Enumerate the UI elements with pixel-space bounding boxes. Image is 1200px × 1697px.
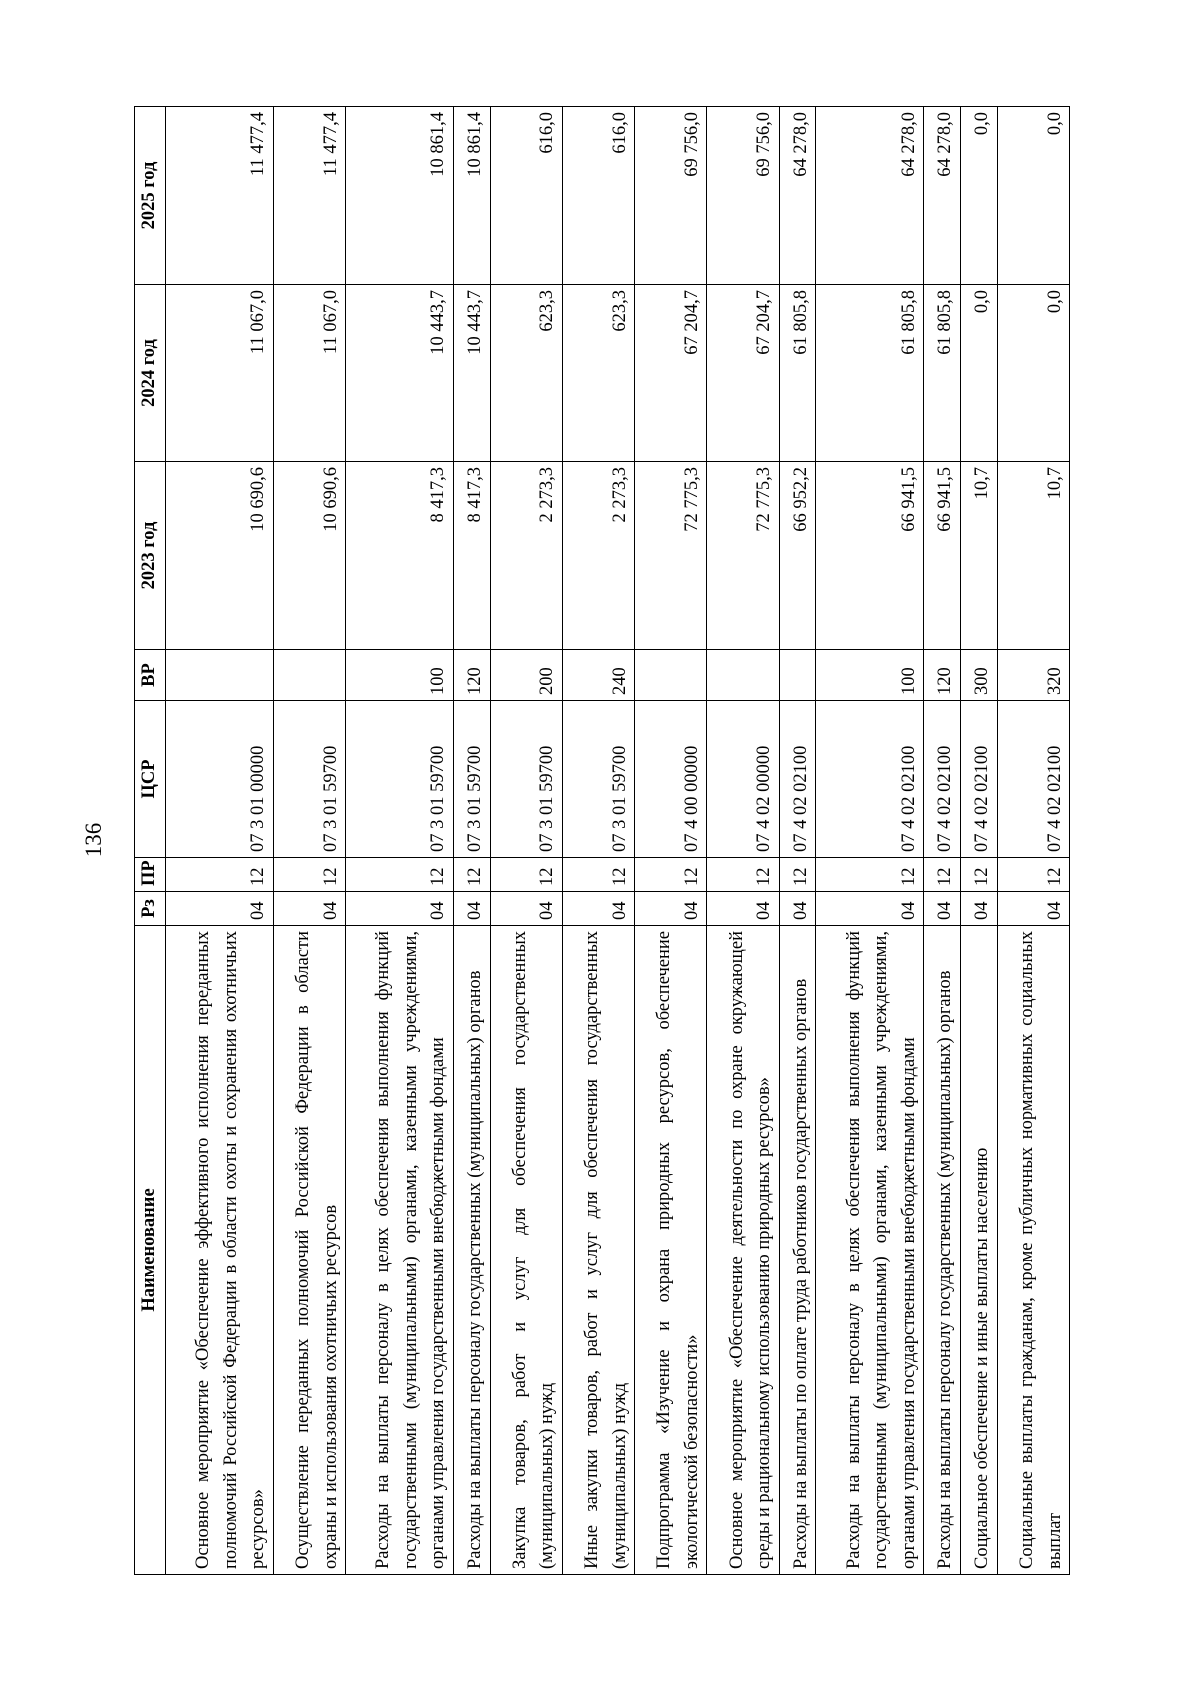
cell-2025: 0,0 [997,107,1069,285]
table-row [960,107,997,1575]
cell-rz: 04 [707,892,779,926]
cell-name: Социальное обеспечение и иные выплаты населению [960,926,997,1575]
header-csr: ЦСР [135,701,166,858]
cell-2025: 69 756,0 [707,107,779,285]
cell-2023: 10,7 [960,462,997,650]
cell-rz: 04 [779,892,816,926]
cell-name: Подпрограмма «Изучение и охрана природных ресурсов, обеспечение экологической безопасности» [635,926,707,1575]
cell-csr: 07 4 02 02100 [816,701,924,858]
cell-2024: 0,0 [997,285,1069,462]
cell-2024: 10 443,7 [346,285,454,462]
header-2025: 2025 год [135,107,166,285]
cell-2024: 11 067,0 [273,285,345,462]
table-row [453,107,490,1575]
cell-rz: 04 [346,892,454,926]
cell-vr [273,650,345,701]
cell-csr: 07 3 01 00000 [166,701,274,858]
table-row [273,107,345,1575]
cell-vr: 200 [490,650,562,701]
header-2024: 2024 год [135,285,166,462]
header-2023: 2023 год [135,462,166,650]
page-number: 136 [81,822,106,858]
cell-name: Расходы на выплаты персоналу государственных (муниципальных) органов [453,926,490,1575]
cell-csr: 07 3 01 59700 [490,701,562,858]
cell-pr: 12 [346,858,454,892]
cell-name: Иные закупки товаров, работ и услуг для обеспечения государственных (муниципальных) нужд [562,926,634,1575]
table-row [635,107,707,1575]
cell-rz: 04 [960,892,997,926]
table-row [166,107,274,1575]
table-row [707,107,779,1575]
cell-2025: 69 756,0 [635,107,707,285]
cell-rz: 04 [166,892,274,926]
cell-pr: 12 [453,858,490,892]
cell-2023: 66 941,5 [816,462,924,650]
cell-2024: 623,3 [490,285,562,462]
cell-2023: 8 417,3 [453,462,490,650]
cell-2025: 10 861,4 [453,107,490,285]
cell-2023: 10 690,6 [166,462,274,650]
cell-2025: 64 278,0 [924,107,961,285]
cell-csr: 07 4 00 00000 [635,701,707,858]
cell-name: Расходы на выплаты персоналу государственных (муниципальных) органов [924,926,961,1575]
cell-vr: 120 [924,650,961,701]
cell-2023: 72 775,3 [707,462,779,650]
cell-2025: 11 477,4 [273,107,345,285]
cell-2024: 67 204,7 [707,285,779,462]
cell-pr: 12 [562,858,634,892]
header-rz: Рз [135,892,166,926]
cell-pr: 12 [273,858,345,892]
header-vr: ВР [135,650,166,701]
cell-2024: 61 805,8 [779,285,816,462]
cell-name: Основное мероприятие «Обеспечение эффективного исполнения переданных полномочий Российской Федерации в области охоты и сохранения охотничьих ресурсов» [166,926,274,1575]
cell-vr: 320 [997,650,1069,701]
cell-2023: 8 417,3 [346,462,454,650]
cell-csr: 07 4 02 02100 [997,701,1069,858]
budget-table [134,106,1070,1575]
cell-2023: 10 690,6 [273,462,345,650]
cell-csr: 07 4 02 02100 [779,701,816,858]
cell-2025: 64 278,0 [779,107,816,285]
table-row [490,107,562,1575]
cell-2023: 2 273,3 [562,462,634,650]
cell-pr: 12 [960,858,997,892]
cell-vr [635,650,707,701]
cell-pr: 12 [635,858,707,892]
cell-vr: 240 [562,650,634,701]
table-row [562,107,634,1575]
cell-2025: 11 477,4 [166,107,274,285]
cell-vr [166,650,274,701]
cell-vr: 300 [960,650,997,701]
cell-pr: 12 [166,858,274,892]
cell-2024: 67 204,7 [635,285,707,462]
rotated-page-content [134,107,1070,1575]
cell-name: Расходы на выплаты персоналу в целях обеспечения выполнения функций государственными (муниципальными) органами, казенными учреждениями, органами управления государственными внебюджетными фондами [346,926,454,1575]
cell-vr [707,650,779,701]
header-pr: ПР [135,858,166,892]
cell-pr: 12 [997,858,1069,892]
cell-name: Расходы на выплаты по оплате труда работников государственных органов [779,926,816,1575]
cell-2023: 72 775,3 [635,462,707,650]
cell-rz: 04 [562,892,634,926]
cell-pr: 12 [924,858,961,892]
table-row [997,107,1069,1575]
cell-rz: 04 [924,892,961,926]
table-row [816,107,924,1575]
cell-vr: 100 [816,650,924,701]
cell-name: Расходы на выплаты персоналу в целях обеспечения выполнения функций государственными (муниципальными) органами, казенными учреждениями, органами управления государственными внебюджетными фондами [816,926,924,1575]
cell-2025: 64 278,0 [816,107,924,285]
cell-name: Закупка товаров, работ и услуг для обеспечения государственных (муниципальных) нужд [490,926,562,1575]
cell-name: Социальные выплаты гражданам, кроме публичных нормативных социальных выплат [997,926,1069,1575]
table-row [779,107,816,1575]
table-row [346,107,454,1575]
cell-csr: 07 4 02 00000 [707,701,779,858]
cell-pr: 12 [707,858,779,892]
cell-2024: 61 805,8 [924,285,961,462]
cell-pr: 12 [490,858,562,892]
cell-rz: 04 [490,892,562,926]
cell-rz: 04 [453,892,490,926]
cell-2025: 616,0 [490,107,562,285]
cell-2025: 10 861,4 [346,107,454,285]
cell-csr: 07 4 02 02100 [924,701,961,858]
cell-csr: 07 4 02 02100 [960,701,997,858]
cell-2023: 10,7 [997,462,1069,650]
cell-2025: 0,0 [960,107,997,285]
cell-name: Осуществление переданных полномочий Российской Федерации в области охраны и использования охотничьих ресурсов [273,926,345,1575]
cell-2024: 61 805,8 [816,285,924,462]
cell-rz: 04 [997,892,1069,926]
table-row [924,107,961,1575]
cell-2023: 66 952,2 [779,462,816,650]
cell-csr: 07 3 01 59700 [562,701,634,858]
cell-vr [779,650,816,701]
cell-2024: 0,0 [960,285,997,462]
cell-name: Основное мероприятие «Обеспечение деятельности по охране окружающей среды и рациональному использованию природных ресурсов» [707,926,779,1575]
cell-2024: 11 067,0 [166,285,274,462]
cell-vr: 120 [453,650,490,701]
cell-rz: 04 [635,892,707,926]
cell-rz: 04 [273,892,345,926]
cell-2024: 10 443,7 [453,285,490,462]
header-name: Наименование [135,926,166,1575]
cell-2023: 2 273,3 [490,462,562,650]
cell-csr: 07 3 01 59700 [273,701,345,858]
cell-2024: 623,3 [562,285,634,462]
cell-2025: 616,0 [562,107,634,285]
cell-csr: 07 3 01 59700 [453,701,490,858]
cell-vr: 100 [346,650,454,701]
cell-pr: 12 [816,858,924,892]
cell-rz: 04 [816,892,924,926]
cell-2023: 66 941,5 [924,462,961,650]
cell-pr: 12 [779,858,816,892]
cell-csr: 07 3 01 59700 [346,701,454,858]
table-header-row [135,107,166,1575]
